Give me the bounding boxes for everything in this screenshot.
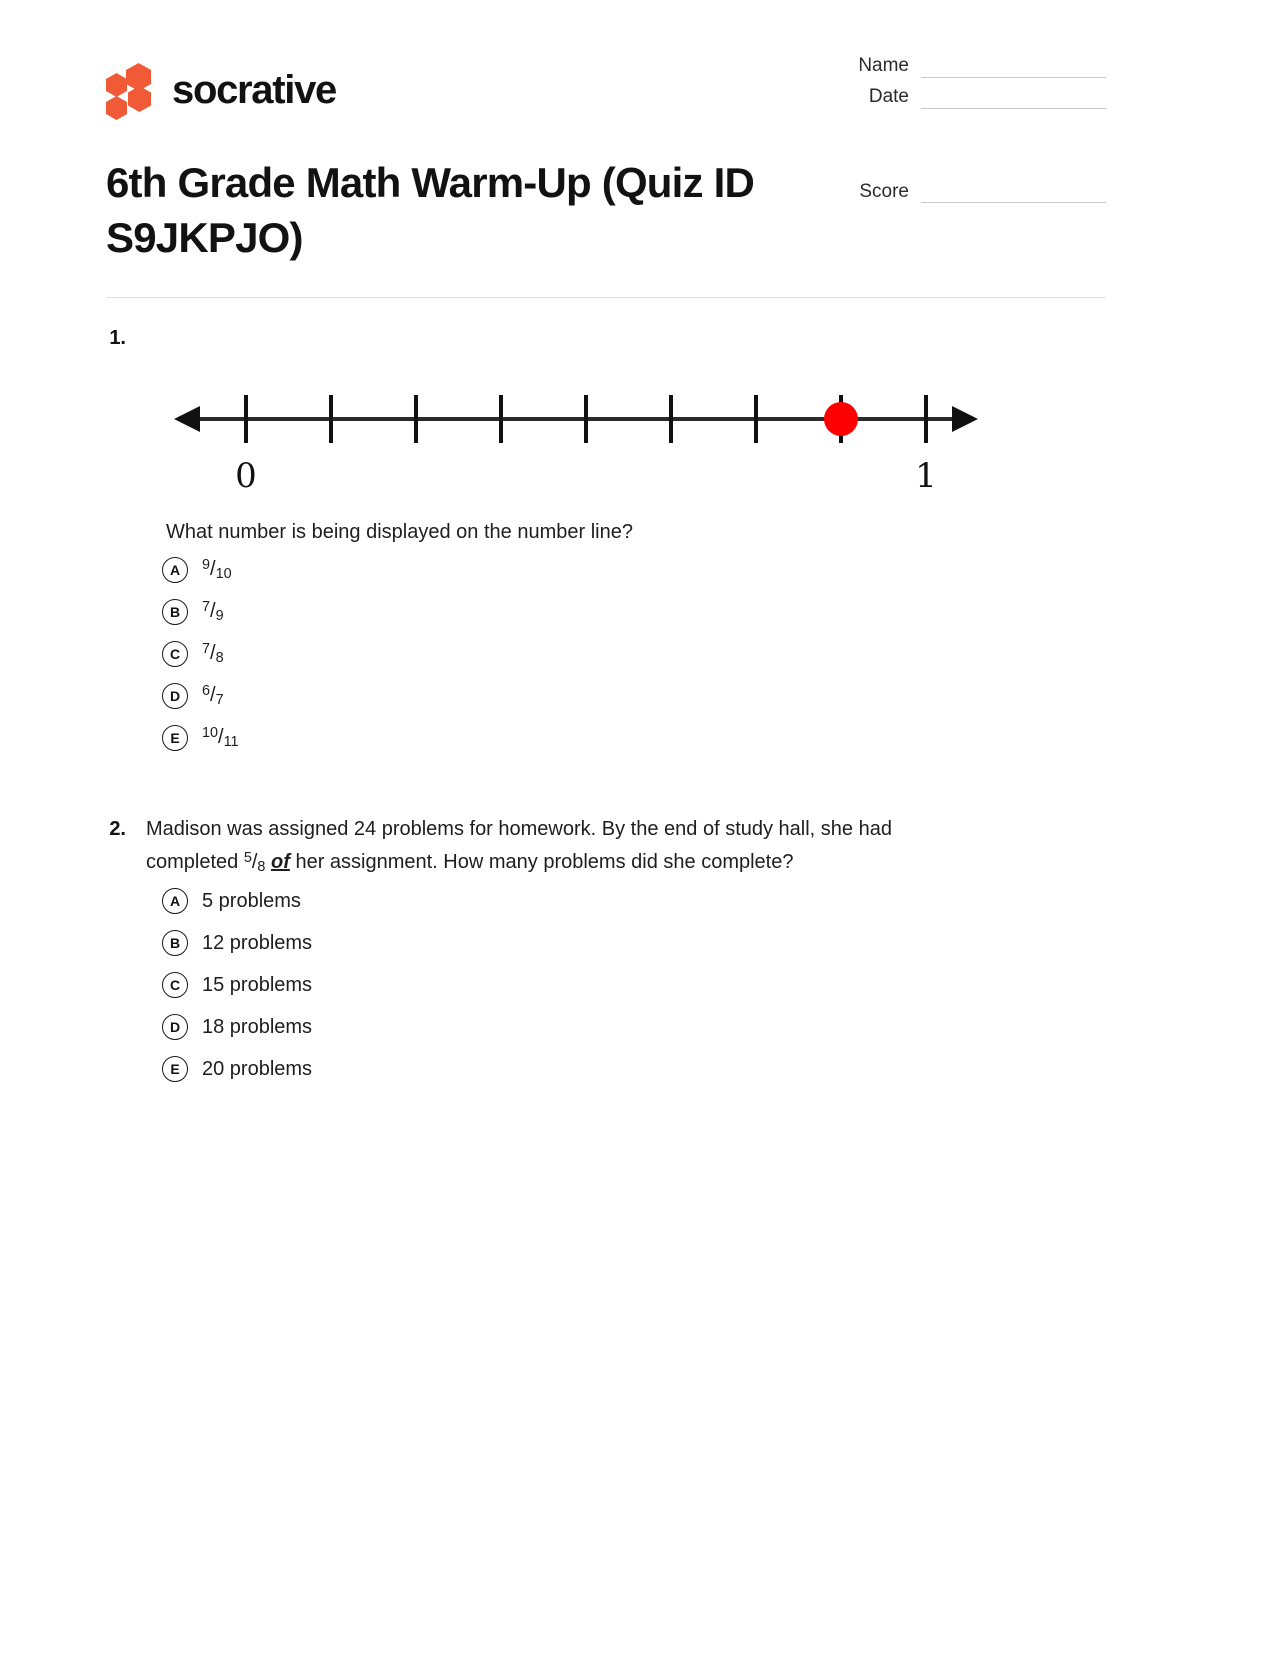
page-header: [106, 55, 1106, 202]
fraction-slash: /: [210, 558, 216, 581]
option-2-c[interactable]: [162, 970, 1106, 1000]
fraction-numerator: 7: [202, 641, 211, 658]
fraction-numerator: 6: [202, 683, 211, 700]
option-2-b[interactable]: [162, 928, 1106, 958]
option-bubble[interactable]: A: [162, 888, 188, 914]
question-2-options: [106, 886, 1106, 1084]
question-2: [106, 813, 1106, 1084]
option-label: [202, 597, 224, 626]
socrative-hexagon-logo-icon: [106, 63, 158, 119]
option-1-b[interactable]: [162, 597, 1106, 627]
fraction-denominator: 11: [223, 734, 239, 751]
option-bubble[interactable]: C: [162, 972, 188, 998]
questions-list: [106, 322, 1106, 1096]
hexagon-shape: [106, 73, 127, 97]
brand-logo: [106, 63, 336, 119]
option-label: 15 problems: [202, 973, 313, 996]
date-field-input[interactable]: [921, 90, 1106, 109]
fraction-slash: /: [210, 600, 216, 623]
option-1-c[interactable]: [162, 639, 1106, 669]
option-label: 18 problems: [202, 1015, 313, 1038]
option-1-e[interactable]: [162, 723, 1106, 753]
name-field-input[interactable]: [921, 59, 1106, 78]
fraction-numerator: 9: [202, 557, 211, 574]
option-1-d[interactable]: [162, 681, 1106, 711]
option-label: 20 problems: [202, 1057, 313, 1080]
question-2-header: [106, 813, 1106, 880]
name-field-row: [786, 55, 1106, 78]
fraction-denominator: 7: [215, 692, 224, 709]
fraction-denominator: 8: [257, 859, 266, 876]
option-bubble[interactable]: A: [162, 557, 188, 583]
number-line-label-end: 1: [915, 456, 937, 496]
option-2-e[interactable]: [162, 1054, 1106, 1084]
right-arrow-icon: [952, 406, 978, 432]
question-1-options: [106, 555, 1106, 753]
number-line-marker-dot: [824, 402, 858, 436]
number-line-diagram: [166, 377, 986, 502]
date-field-row: [786, 86, 1106, 109]
hexagon-shape: [106, 96, 127, 120]
question-2-emphasis: of: [271, 851, 290, 873]
question-2-number: 2.: [109, 818, 126, 840]
option-bubble[interactable]: C: [162, 641, 188, 667]
option-1-a[interactable]: [162, 555, 1106, 585]
number-line-label-start: 0: [235, 456, 257, 496]
question-1-prompt: What number is being displayed on the number line?: [166, 521, 633, 543]
option-2-d[interactable]: [162, 1012, 1106, 1042]
fraction-denominator: 9: [215, 608, 224, 625]
fraction-slash: /: [210, 684, 216, 707]
option-bubble[interactable]: D: [162, 1014, 188, 1040]
question-1-header: [106, 322, 1106, 355]
fraction-slash: /: [218, 726, 224, 749]
fraction-slash: /: [210, 642, 216, 665]
option-bubble[interactable]: E: [162, 725, 188, 751]
fraction-denominator: 8: [215, 650, 224, 667]
option-label: [202, 723, 239, 752]
fraction-slash: /: [251, 851, 258, 873]
score-field-label: Score: [859, 180, 909, 202]
fraction-numerator: 10: [202, 725, 219, 742]
option-label: [202, 639, 224, 668]
brand-name: socrative: [172, 68, 336, 112]
option-label: [202, 681, 224, 710]
question-1-number: 1.: [109, 327, 126, 349]
fraction-denominator: 10: [215, 566, 232, 583]
option-2-a[interactable]: [162, 886, 1106, 916]
name-field-label: Name: [858, 55, 909, 76]
option-bubble[interactable]: B: [162, 599, 188, 625]
option-bubble[interactable]: B: [162, 930, 188, 956]
option-bubble[interactable]: D: [162, 683, 188, 709]
date-field-label: Date: [868, 85, 909, 107]
option-label: [202, 555, 232, 584]
score-field-input[interactable]: [921, 184, 1106, 203]
question-2-prompt-part2: her assignment. How many problems did she complete?: [289, 851, 794, 873]
question-1: [106, 322, 1106, 753]
fraction-numerator: 7: [202, 599, 211, 616]
option-bubble[interactable]: E: [162, 1056, 188, 1082]
page-title: 6th Grade Math Warm-Up (Quiz ID S9JKPJO): [106, 159, 755, 262]
option-label: 5 problems: [202, 889, 301, 912]
option-label: 12 problems: [202, 931, 313, 954]
hexagon-shape: [128, 86, 151, 112]
fraction-numerator: 5: [243, 849, 252, 866]
question-2-fraction: [243, 849, 266, 876]
question-2-prompt: [146, 813, 946, 880]
left-arrow-icon: [174, 406, 200, 432]
question-1-figure: [166, 377, 1106, 502]
header-divider: [106, 297, 1105, 298]
question-2-prompt-part1: Madison was assigned 24 problems for homework. By the end of study hall, she had completed: [146, 818, 892, 873]
